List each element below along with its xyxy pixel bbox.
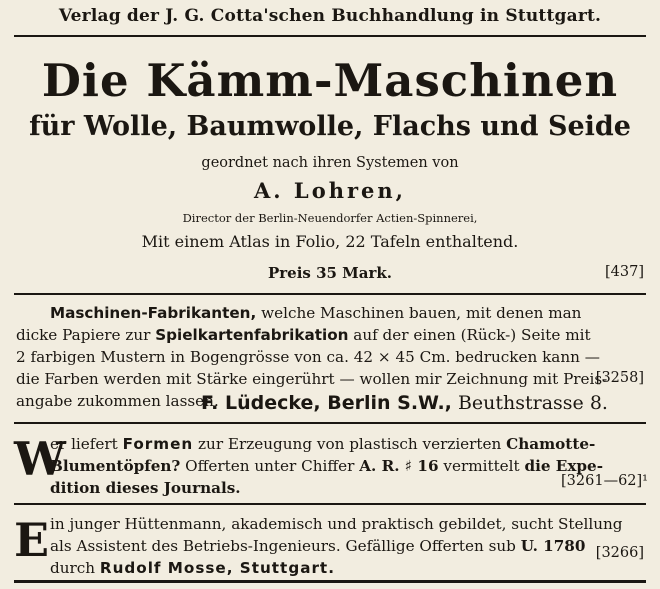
ad1-line-1: Maschinen-Fabrikanten, welche Maschinen bauen, mit denen man bbox=[50, 304, 582, 322]
ad3-ref-number: [3266] bbox=[595, 545, 644, 561]
book-arranged-by: geordnet nach ihren Systemen von bbox=[201, 155, 459, 171]
ad1-ref-number: [3258] bbox=[595, 370, 644, 386]
ad2-ref-number: [3261—62]¹ bbox=[561, 473, 648, 489]
ad1-lead: Maschinen-Fabrikanten, bbox=[50, 304, 257, 322]
ad1-keyword: Spielkartenfabrikation bbox=[155, 326, 349, 344]
ad1-line-4: die Farben werden mit Stärke eingerührt — wollen mir Zeichnung mit Preis- bbox=[16, 370, 608, 388]
book-ref-number: [437] bbox=[605, 264, 644, 280]
engineer-assistant-ad bbox=[50, 513, 623, 579]
bottom-rule bbox=[14, 580, 646, 583]
divider-3 bbox=[14, 503, 646, 505]
flowerpot-molds-ad bbox=[50, 433, 603, 499]
ad2-line-1: er liefert Formen zur Erzeugung von plastisch verzierten Chamotte- bbox=[50, 435, 596, 453]
book-price: Preis 35 Mark. bbox=[267, 264, 393, 282]
ad3-line-3: durch Rudolf Mosse, Stuttgart. bbox=[50, 559, 335, 577]
book-title: Die Kämm-Maschinen bbox=[41, 54, 619, 107]
header-rule bbox=[14, 35, 646, 37]
ad1-signature: F. Lüdecke, Berlin S.W., Beuthstrasse 8. bbox=[201, 392, 608, 414]
ad2-drop-cap: W bbox=[14, 432, 66, 486]
ad3-line-1: in junger Hüttenmann, akademisch und praktisch gebildet, sucht Stellung bbox=[50, 515, 623, 533]
ad3-line-2: als Assistent des Betriebs-Ingenieurs. Gefällige Offerten sub U. 1780 bbox=[50, 537, 586, 555]
book-author: A. Lohren, bbox=[254, 178, 406, 203]
author-position: Director der Berlin-Neuendorfer Actien-Spinnerei, bbox=[182, 211, 478, 225]
publisher-line: Verlag der J. G. Cotta'schen Buchhandlung in Stuttgart. bbox=[58, 6, 602, 26]
ad1-line-5: angabe zukommen lassen. bbox=[16, 392, 219, 410]
divider-1 bbox=[14, 293, 646, 295]
ad2-line-3: dition dieses Journals. bbox=[50, 479, 241, 497]
ad2-line-2: Blumentöpfen? Offerten unter Chiffer A. R. ♯ 16 vermittelt die Expe- bbox=[50, 457, 604, 475]
ad1-line-2: dicke Papiere zur Spielkartenfabrikation auf der einen (Rück-) Seite mit bbox=[16, 326, 591, 344]
ad3-drop-cap: E bbox=[14, 513, 50, 567]
book-subtitle: für Wolle, Baumwolle, Flachs und Seide bbox=[29, 111, 631, 142]
divider-2 bbox=[14, 422, 646, 424]
book-atlas-note: Mit einem Atlas in Folio, 22 Tafeln enthaltend. bbox=[141, 232, 519, 251]
ad1-line-3: 2 farbigen Mustern in Bogengrösse von ca. 42 × 45 Cm. bedrucken kann — bbox=[16, 348, 600, 366]
